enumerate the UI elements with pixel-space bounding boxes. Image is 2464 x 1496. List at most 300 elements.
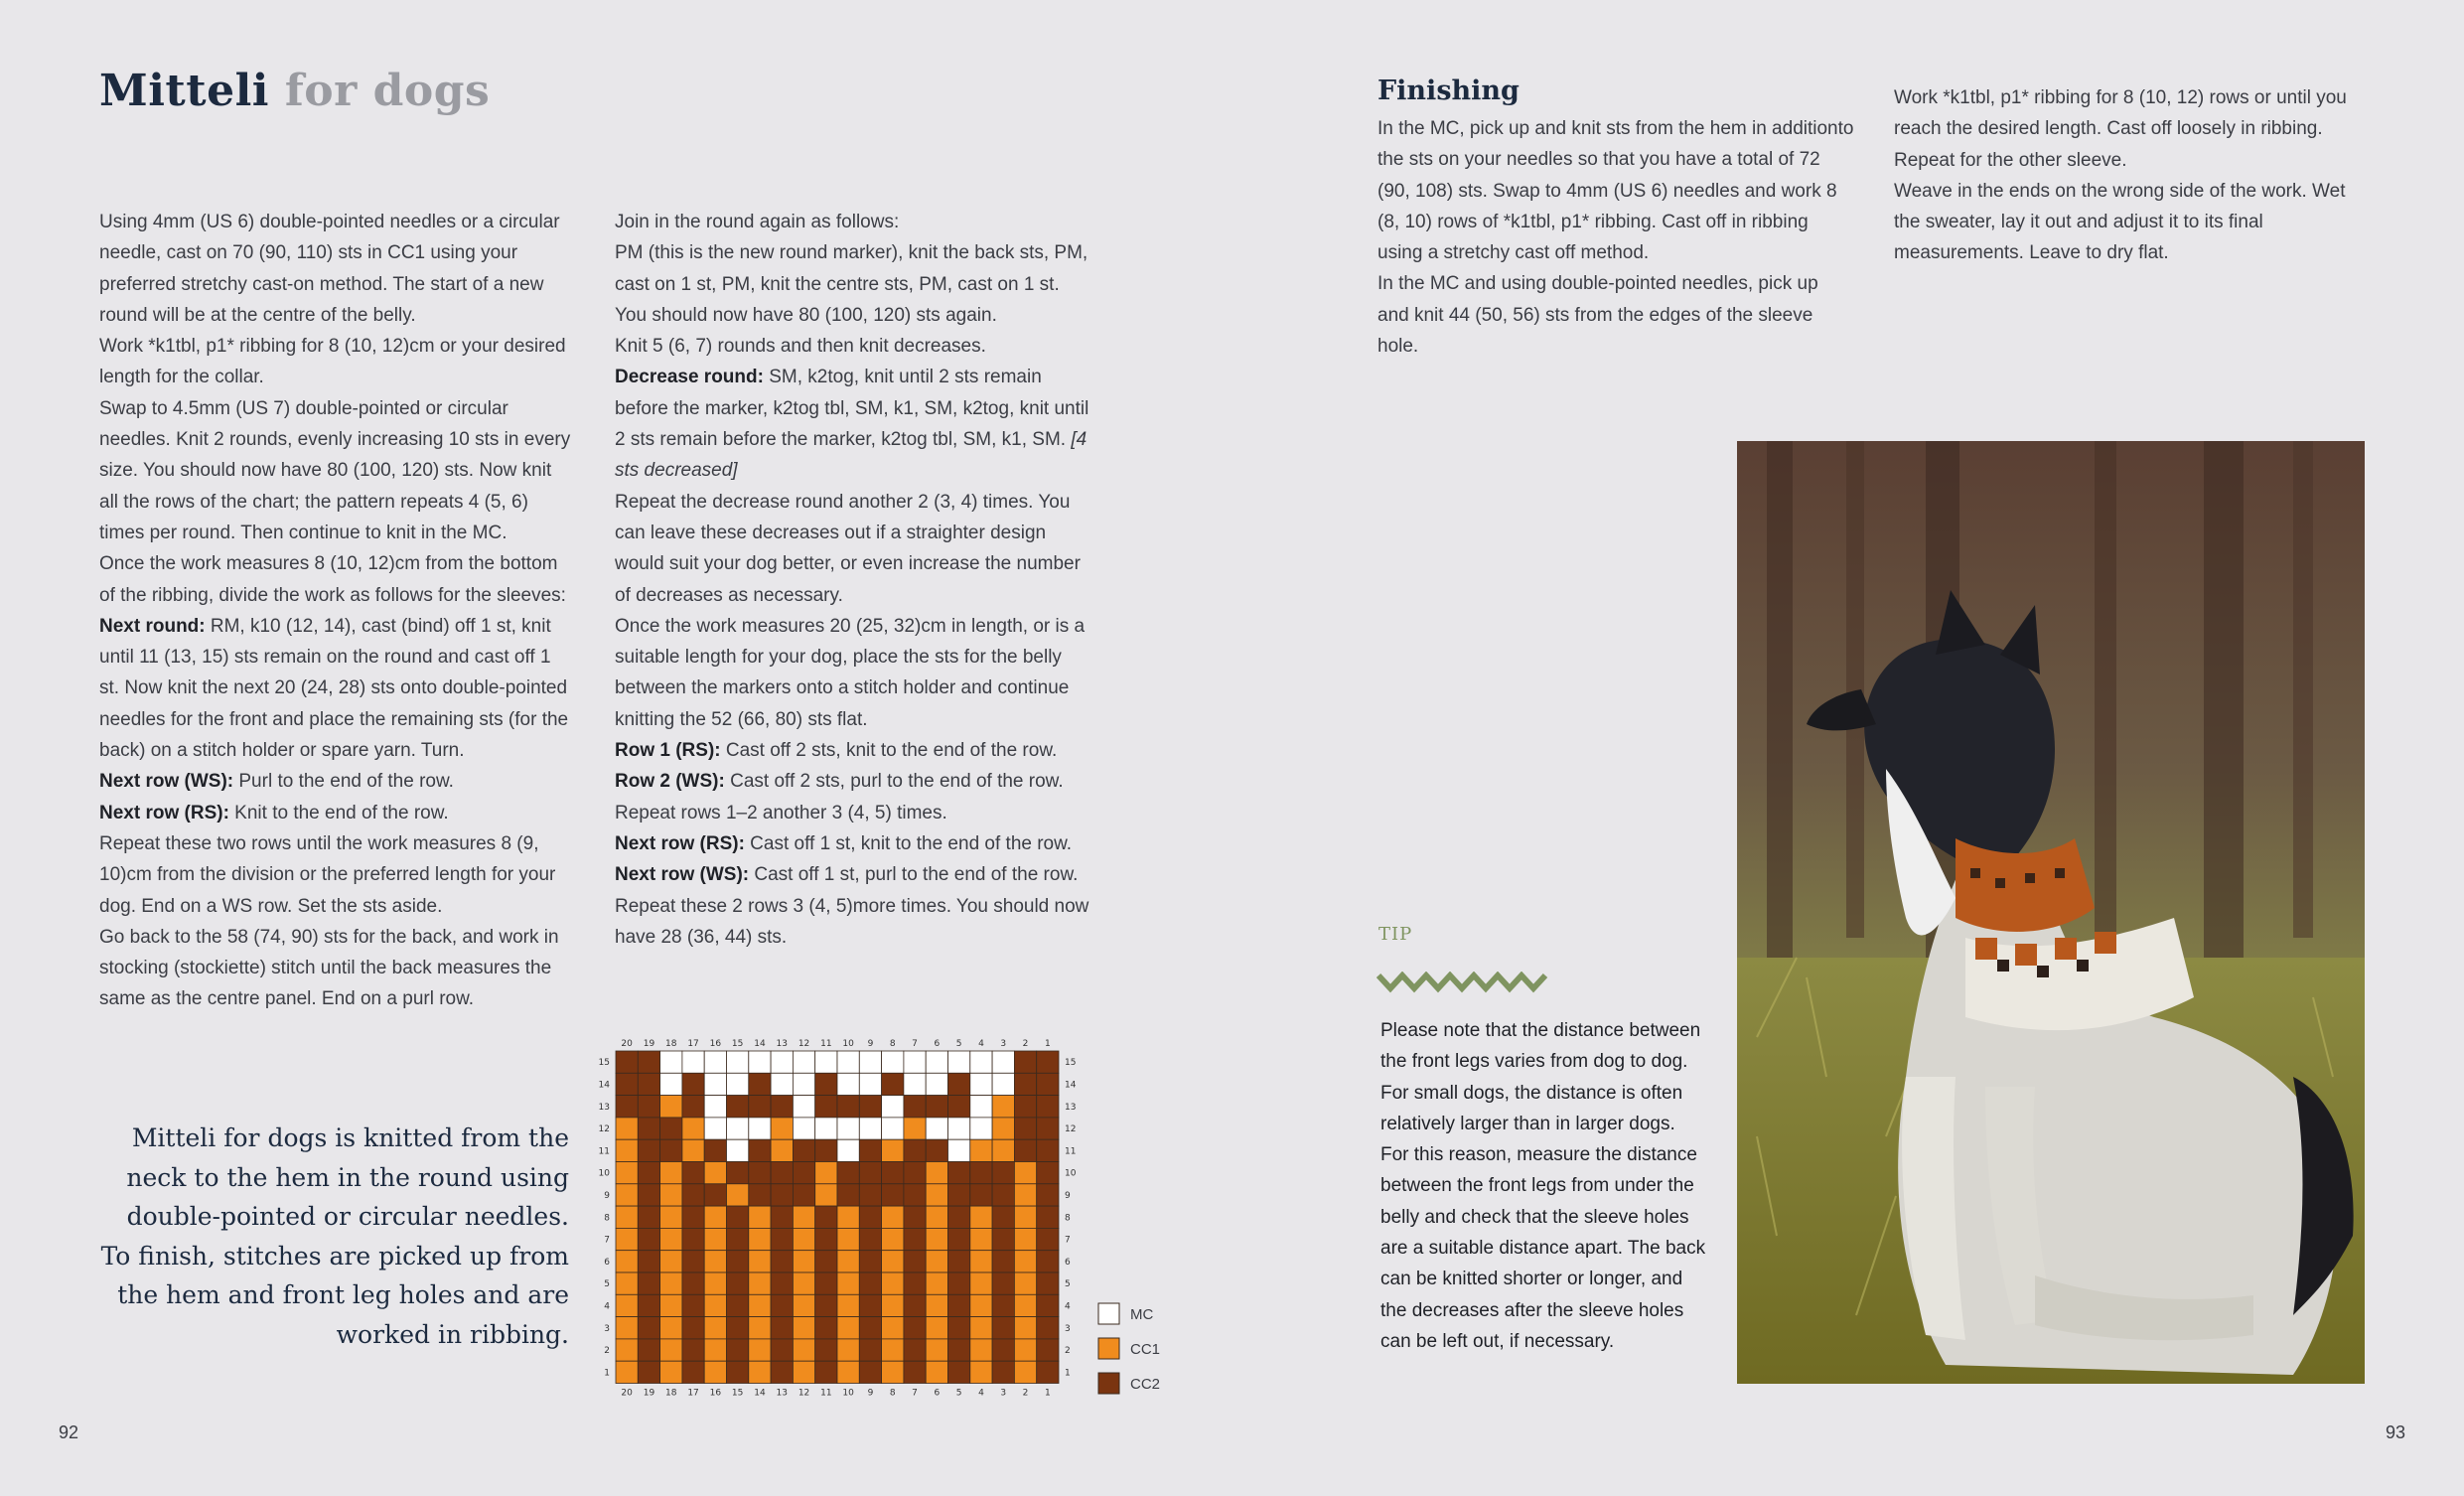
chart-cell <box>815 1139 837 1161</box>
col2-note: [4 sts decreased] <box>615 429 1087 482</box>
chart-row-label: 10 <box>1065 1168 1077 1179</box>
chart-cell <box>638 1118 659 1139</box>
chart-cell <box>926 1096 947 1118</box>
chart-cell <box>815 1272 837 1294</box>
chart-row-label: 9 <box>604 1190 610 1201</box>
col1-paragraph: Swap to 4.5mm (US 7) double-pointed or circular needles. Knit 2 rounds, evenly increasing 10 sts in every size. You should now have 80 (100, 120) sts. Now knit all the rows of the chart; the pattern repeats 4 (5, 6) times per round. Then continue to knit in the MC. <box>99 397 571 543</box>
chart-column-label: 6 <box>934 1388 941 1399</box>
chart-cell <box>727 1206 749 1228</box>
chart-cell <box>882 1228 904 1250</box>
chart-cell <box>970 1184 992 1206</box>
chart-cell <box>749 1228 771 1250</box>
chart-cell <box>771 1294 793 1316</box>
chart-cell <box>682 1051 704 1073</box>
chart-column-label: 3 <box>1000 1388 1007 1399</box>
chart-cell <box>1037 1361 1059 1383</box>
chart-cell <box>859 1051 881 1073</box>
chart-cell <box>704 1206 726 1228</box>
chart-cell <box>926 1206 947 1228</box>
chart-cell <box>859 1096 881 1118</box>
col2-step-label: Row 1 (RS): <box>615 740 721 762</box>
chart-cell <box>815 1294 837 1316</box>
col2-paragraph: Row 2 (WS): Cast off 2 sts, purl to the end of the row. <box>615 771 1064 793</box>
chart-cell <box>992 1317 1014 1339</box>
chart-cell <box>682 1228 704 1250</box>
chart-cell <box>1037 1272 1059 1294</box>
chart-column-label: 12 <box>797 1388 810 1399</box>
chart-cell <box>815 1206 837 1228</box>
chart-cell <box>727 1339 749 1361</box>
chart-column-label: 12 <box>797 1039 810 1049</box>
legend-label: MC <box>1130 1306 1154 1323</box>
chart-cell <box>793 1118 814 1139</box>
chart-cell <box>992 1051 1014 1073</box>
instructions-column-2 <box>615 207 1091 953</box>
chart-cell <box>882 1294 904 1316</box>
chart-cell <box>815 1228 837 1250</box>
chart-cell <box>616 1051 638 1073</box>
legend-label: CC2 <box>1130 1376 1161 1393</box>
chart-cell <box>616 1361 638 1383</box>
dog-sweater-photo <box>1737 441 2365 1384</box>
chart-cell <box>904 1184 926 1206</box>
chart-cell <box>660 1206 682 1228</box>
chart-cell <box>1037 1073 1059 1095</box>
chart-cell <box>1014 1096 1036 1118</box>
chart-cell <box>771 1361 793 1383</box>
chart-cell <box>1037 1294 1059 1316</box>
dog-photo-illustration <box>1737 441 2365 1384</box>
chart-column-label: 5 <box>955 1388 962 1399</box>
chart-column-label: 11 <box>820 1388 832 1399</box>
chart-column-label: 18 <box>665 1039 677 1049</box>
chart-column-label: 17 <box>687 1388 699 1399</box>
chart-cell <box>904 1339 926 1361</box>
col2-paragraph: Once the work measures 20 (25, 32)cm in length, or is a suitable length for your dog, place the sts for the belly between the markers onto a stitch holder and continue knitting the 52 (66, 80) sts flat. <box>615 615 1086 730</box>
chart-cell <box>704 1073 726 1095</box>
chart-cell <box>771 1162 793 1184</box>
chart-cell <box>992 1251 1014 1272</box>
chart-cell <box>1014 1251 1036 1272</box>
chart-cell <box>904 1139 926 1161</box>
col2-paragraph: Next row (WS): Cast off 1 st, purl to the end of the row. <box>615 864 1079 886</box>
chart-cell <box>793 1294 814 1316</box>
chart-cell <box>638 1317 659 1339</box>
chart-cell <box>638 1162 659 1184</box>
chart-cell <box>970 1294 992 1316</box>
chart-cell <box>793 1162 814 1184</box>
chart-cell <box>771 1073 793 1095</box>
chart-cell <box>970 1206 992 1228</box>
chart-cell <box>727 1317 749 1339</box>
chart-cell <box>682 1184 704 1206</box>
chart-column-label: 10 <box>842 1039 854 1049</box>
chart-cell <box>771 1051 793 1073</box>
chart-cell <box>948 1251 970 1272</box>
chart-cell <box>727 1139 749 1161</box>
chart-cell <box>771 1118 793 1139</box>
chart-cell <box>793 1361 814 1383</box>
chart-cell <box>992 1184 1014 1206</box>
chart-cell <box>1014 1317 1036 1339</box>
chart-cell <box>815 1051 837 1073</box>
chart-cell <box>793 1206 814 1228</box>
chart-cell <box>682 1073 704 1095</box>
col2-step-label: Next row (WS): <box>615 864 750 886</box>
chart-cell <box>859 1139 881 1161</box>
chart-cell <box>1014 1272 1036 1294</box>
chart-cell <box>638 1361 659 1383</box>
chart-cell <box>1014 1073 1036 1095</box>
chart-cell <box>948 1184 970 1206</box>
chart-cell <box>749 1361 771 1383</box>
chart-cell <box>616 1317 638 1339</box>
chart-cell <box>727 1118 749 1139</box>
chart-cell <box>682 1251 704 1272</box>
chart-cell <box>638 1051 659 1073</box>
chart-column-label: 15 <box>731 1388 744 1399</box>
chart-cell <box>859 1228 881 1250</box>
chart-row-label: 1 <box>1065 1368 1071 1379</box>
chart-cell <box>837 1339 859 1361</box>
chart-row-label: 1 <box>604 1368 610 1379</box>
chart-column-label: 8 <box>889 1388 896 1399</box>
chart-cell <box>1037 1139 1059 1161</box>
chart-column-label: 7 <box>912 1388 918 1399</box>
chart-cell <box>1037 1339 1059 1361</box>
chart-cell <box>1014 1051 1036 1073</box>
chart-cell <box>771 1228 793 1250</box>
chart-column-label: 3 <box>1000 1039 1007 1049</box>
chart-column-label: 6 <box>934 1039 941 1049</box>
chart-cell <box>749 1118 771 1139</box>
chart-cell <box>616 1272 638 1294</box>
chart-cell <box>837 1162 859 1184</box>
chart-row-label: 12 <box>1065 1124 1077 1135</box>
col1-step-label: Next round: <box>99 615 206 637</box>
chart-cell <box>970 1118 992 1139</box>
chart-row-label: 14 <box>598 1080 610 1091</box>
chart-column-label: 13 <box>776 1039 788 1049</box>
col2-paragraph: Repeat rows 1–2 another 3 (4, 5) times. <box>615 802 947 823</box>
chart-cell <box>1014 1228 1036 1250</box>
colorwork-chart-svg <box>592 1033 1188 1401</box>
chart-row-label: 9 <box>1065 1190 1071 1201</box>
chart-cell <box>948 1206 970 1228</box>
chart-cell <box>948 1317 970 1339</box>
chart-cell <box>904 1073 926 1095</box>
chart-cell <box>926 1294 947 1316</box>
chart-cell <box>970 1228 992 1250</box>
chart-cell <box>793 1228 814 1250</box>
chart-cell <box>837 1184 859 1206</box>
chart-cell <box>793 1051 814 1073</box>
chart-cell <box>837 1051 859 1073</box>
col2-step-label: Decrease round: <box>615 367 764 388</box>
chart-cell <box>904 1118 926 1139</box>
chart-cell <box>992 1361 1014 1383</box>
chart-cell <box>616 1228 638 1250</box>
chart-cell <box>970 1073 992 1095</box>
chart-row-label: 8 <box>1065 1213 1071 1224</box>
col1-step-label: Next row (WS): <box>99 771 234 793</box>
chart-row-label: 11 <box>1065 1146 1077 1157</box>
chart-cell <box>1014 1361 1036 1383</box>
chart-cell <box>727 1272 749 1294</box>
chart-column-label: 5 <box>955 1039 962 1049</box>
chart-row-label: 8 <box>604 1213 610 1224</box>
chart-row-label: 15 <box>598 1058 610 1069</box>
chart-cell <box>704 1162 726 1184</box>
legend-swatch <box>1098 1338 1119 1359</box>
chart-row-label: 13 <box>1065 1102 1077 1113</box>
finishing-column-1 <box>1377 113 1854 362</box>
page-title <box>99 66 490 116</box>
chart-cell <box>660 1051 682 1073</box>
chart-column-label: 1 <box>1044 1039 1051 1049</box>
chart-cell <box>882 1206 904 1228</box>
chart-cell <box>882 1096 904 1118</box>
chart-cell <box>904 1162 926 1184</box>
chart-cell <box>793 1339 814 1361</box>
chart-cell <box>704 1361 726 1383</box>
chart-cell <box>904 1272 926 1294</box>
chart-cell <box>992 1228 1014 1250</box>
chart-cell <box>992 1073 1014 1095</box>
chart-cell <box>727 1162 749 1184</box>
chart-cell <box>970 1139 992 1161</box>
chart-cell <box>970 1251 992 1272</box>
chart-cell <box>616 1206 638 1228</box>
chart-column-label: 8 <box>889 1039 896 1049</box>
chart-cell <box>793 1184 814 1206</box>
legend-swatch <box>1098 1303 1119 1324</box>
chart-cell <box>638 1339 659 1361</box>
chart-cell <box>771 1339 793 1361</box>
chart-cell <box>859 1317 881 1339</box>
chart-cell <box>859 1272 881 1294</box>
chart-column-label: 4 <box>978 1388 984 1399</box>
chart-cell <box>1014 1206 1036 1228</box>
chart-cell <box>704 1118 726 1139</box>
chart-cell <box>859 1073 881 1095</box>
chart-cell <box>1037 1051 1059 1073</box>
chart-cell <box>992 1294 1014 1316</box>
chart-cell <box>837 1096 859 1118</box>
chart-cell <box>882 1073 904 1095</box>
chart-cell <box>882 1051 904 1073</box>
chart-cell <box>727 1294 749 1316</box>
chart-cell <box>970 1317 992 1339</box>
chart-cell <box>948 1096 970 1118</box>
chart-column-label: 2 <box>1022 1388 1029 1399</box>
chart-cell <box>1014 1339 1036 1361</box>
chart-row-label: 3 <box>604 1323 610 1334</box>
col2-paragraph: Repeat the decrease round another 2 (3, 4) times. You can leave these decreases out if a straighter design would suit your dog better, or even increase the number of decreases as necessary. <box>615 491 1081 606</box>
col2-step-label: Row 2 (WS): <box>615 771 725 793</box>
chart-cell <box>793 1272 814 1294</box>
col1-paragraph: Next row (RS): Knit to the end of the row. <box>99 802 449 823</box>
chart-cell <box>749 1184 771 1206</box>
chart-cell <box>638 1139 659 1161</box>
page-number-right: 93 <box>2386 1422 2406 1442</box>
col2-paragraph: Row 1 (RS): Cast off 2 sts, knit to the end of the row. <box>615 740 1058 762</box>
chart-cell <box>704 1096 726 1118</box>
chart-cell <box>682 1139 704 1161</box>
chart-row-label: 3 <box>1065 1323 1071 1334</box>
chart-cell <box>1037 1118 1059 1139</box>
chart-cell <box>616 1251 638 1272</box>
chart-cell <box>1014 1162 1036 1184</box>
chart-column-label: 20 <box>621 1388 633 1399</box>
chart-cell <box>948 1361 970 1383</box>
chart-cell <box>815 1317 837 1339</box>
col1-paragraph: Go back to the 58 (74, 90) sts for the back, and work in stocking (stockiette) stitch until the back measures the same as the centre panel. End on a purl row. <box>99 926 559 1010</box>
chart-cell <box>815 1339 837 1361</box>
chart-cell <box>704 1294 726 1316</box>
col1-step-label: Next row (RS): <box>99 802 229 823</box>
chart-cell <box>660 1251 682 1272</box>
chart-cell <box>859 1162 881 1184</box>
chart-cell <box>926 1162 947 1184</box>
chart-cell <box>992 1339 1014 1361</box>
col2-paragraph: Decrease round: SM, k2tog, knit until 2 sts remain before the marker, k2tog tbl, SM, k1, SM, k2tog, knit until 2 sts remain before the marker, k2tog tbl, SM, k1, SM. [4 sts decreased] <box>615 367 1089 482</box>
finishing-heading: Finishing <box>1377 75 1520 106</box>
chart-column-label: 7 <box>912 1039 918 1049</box>
col1-paragraph: Repeat these two rows until the work measures 8 (9, 10)cm from the division or the preferred length for your dog. End on a WS row. Set the sts aside. <box>99 832 556 917</box>
chart-cell <box>948 1073 970 1095</box>
chart-cell <box>904 1096 926 1118</box>
chart-cell <box>771 1139 793 1161</box>
finishing2-paragraph: Repeat for the other sleeve. <box>1894 149 2127 171</box>
chart-cell <box>749 1251 771 1272</box>
chart-cell <box>926 1317 947 1339</box>
chart-cell <box>859 1206 881 1228</box>
chart-column-label: 15 <box>731 1039 744 1049</box>
chart-cell <box>749 1206 771 1228</box>
page-number-left: 92 <box>59 1422 79 1442</box>
chart-cell <box>926 1228 947 1250</box>
chart-cell <box>882 1251 904 1272</box>
chart-row-label: 6 <box>604 1257 610 1268</box>
tip-text: Please note that the distance between the front legs varies from dog to dog. For small dogs, the distance is often relatively larger than in larger dogs. For this reason, measure the distance between the front legs from under the belly and check that the sleeve holes are a suitable distance apart. The back can be knitted shorter or longer, and the decreases after the sleeve holes can be left out, if necessary. <box>1380 1020 1706 1352</box>
chart-row-label: 4 <box>1065 1301 1071 1312</box>
chart-cell <box>904 1361 926 1383</box>
chart-cell <box>948 1228 970 1250</box>
chart-cell <box>704 1251 726 1272</box>
col2-paragraph: Repeat these 2 rows 3 (4, 5)more times. You should now have 28 (36, 44) sts. <box>615 895 1089 948</box>
chart-cell <box>727 1073 749 1095</box>
chart-cell <box>926 1139 947 1161</box>
chart-cell <box>859 1251 881 1272</box>
legend-label: CC1 <box>1130 1341 1161 1358</box>
chart-cell <box>616 1162 638 1184</box>
chart-cell <box>970 1162 992 1184</box>
chart-cell <box>904 1294 926 1316</box>
chart-column-label: 4 <box>978 1039 984 1049</box>
chart-cell <box>882 1162 904 1184</box>
chart-cell <box>837 1118 859 1139</box>
chart-cell <box>904 1251 926 1272</box>
title-accent: for dogs <box>284 66 491 116</box>
chart-cell <box>749 1096 771 1118</box>
chart-cell <box>837 1361 859 1383</box>
chart-cell <box>904 1051 926 1073</box>
chart-row-label: 7 <box>604 1235 610 1246</box>
chart-column-label: 14 <box>754 1388 766 1399</box>
chart-cell <box>815 1184 837 1206</box>
chart-cell <box>948 1272 970 1294</box>
chart-cell <box>660 1361 682 1383</box>
chart-cell <box>926 1118 947 1139</box>
chart-cell <box>882 1339 904 1361</box>
chart-cell <box>837 1317 859 1339</box>
chart-cell <box>1037 1162 1059 1184</box>
chart-cell <box>660 1139 682 1161</box>
chart-column-label: 13 <box>776 1388 788 1399</box>
chart-cell <box>970 1361 992 1383</box>
chart-cell <box>882 1184 904 1206</box>
chart-cell <box>815 1073 837 1095</box>
chart-cell <box>948 1339 970 1361</box>
chart-cell <box>948 1294 970 1316</box>
chart-cell <box>815 1361 837 1383</box>
chart-cell <box>1037 1228 1059 1250</box>
finishing1-paragraph: In the MC and using double-pointed needles, pick up and knit 44 (50, 56) sts from the edges of the sleeve hole. <box>1377 273 1818 358</box>
col2-paragraph: Join in the round again as follows: <box>615 212 900 232</box>
chart-cell <box>1014 1184 1036 1206</box>
finishing1-paragraph: In the MC, pick up and knit sts from the hem in additionto the sts on your needles so that you have a total of 72 (90, 108) sts. Swap to 4mm (US 6) needles and work 8 (8, 10) rows of *k1tbl, p1* ribbing. Cast off in ribbing using a stretchy cast off method. <box>1377 118 1854 264</box>
chart-cell <box>1014 1118 1036 1139</box>
chart-cell <box>926 1184 947 1206</box>
col2-paragraph: PM (this is the new round marker), knit the back sts, PM, cast on 1 st, PM, knit the centre sts, PM, cast on 1 st. You should now have 80 (100, 120) sts again. <box>615 242 1088 326</box>
chart-cell <box>926 1051 947 1073</box>
chart-cell <box>992 1139 1014 1161</box>
chart-cell <box>660 1162 682 1184</box>
chart-cell <box>926 1339 947 1361</box>
chart-cell <box>837 1294 859 1316</box>
chart-cell <box>749 1294 771 1316</box>
chart-cell <box>616 1184 638 1206</box>
chart-row-label: 14 <box>1065 1080 1077 1091</box>
chart-column-label: 18 <box>665 1388 677 1399</box>
instructions-column-1 <box>99 207 571 1015</box>
chart-row-label: 4 <box>604 1301 610 1312</box>
chart-cell <box>970 1096 992 1118</box>
chart-column-label: 14 <box>754 1039 766 1049</box>
chart-cell <box>815 1118 837 1139</box>
chart-cell <box>882 1361 904 1383</box>
chart-column-label: 16 <box>709 1039 722 1049</box>
chart-cell <box>837 1228 859 1250</box>
chart-cell <box>904 1228 926 1250</box>
chart-cell <box>704 1228 726 1250</box>
chart-cell <box>749 1339 771 1361</box>
chart-row-label: 2 <box>604 1346 610 1357</box>
title-main: Mitteli <box>99 66 269 116</box>
chart-cell <box>682 1162 704 1184</box>
chart-cell <box>837 1272 859 1294</box>
chart-cell <box>616 1073 638 1095</box>
finishing2-paragraph: Work *k1tbl, p1* ribbing for 8 (10, 12) rows or until you reach the desired length. Cast off loosely in ribbing. <box>1894 87 2347 140</box>
col1-paragraph: Work *k1tbl, p1* ribbing for 8 (10, 12)cm or your desired length for the collar. <box>99 336 566 388</box>
zigzag-divider-icon <box>1377 972 1555 995</box>
chart-cell <box>992 1272 1014 1294</box>
chart-cell <box>660 1118 682 1139</box>
chart-cell <box>1037 1184 1059 1206</box>
chart-cell <box>970 1339 992 1361</box>
chart-cell <box>727 1096 749 1118</box>
